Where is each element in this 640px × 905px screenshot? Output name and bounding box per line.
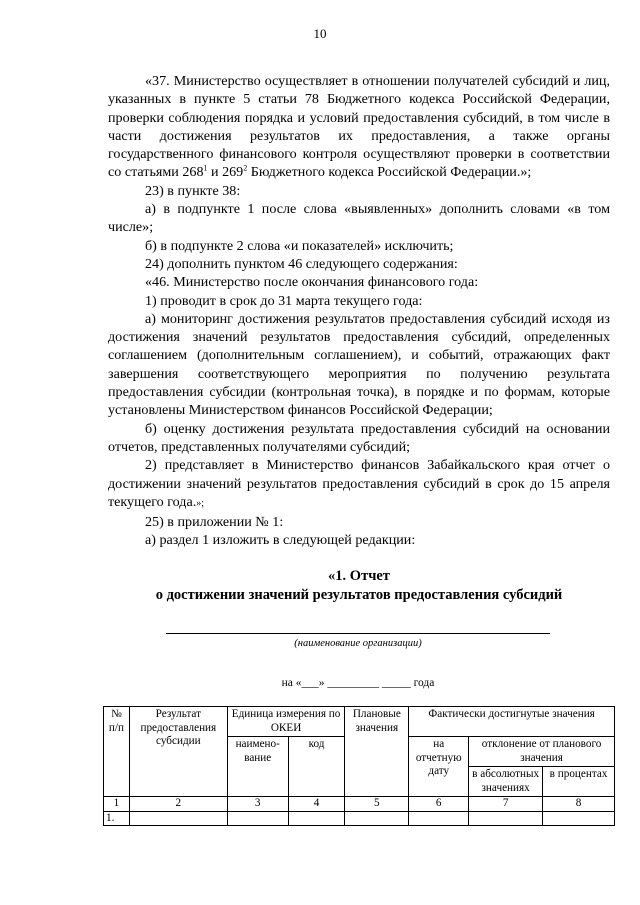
paragraph-23b: б) в подпункте 2 слова «и показателей» исключить; [145,237,454,254]
paragraph-23: 23) в пункте 38: [145,182,241,199]
col-number: 2 [129,797,227,812]
header-num: № п/п [104,707,130,797]
header-actual: Фактически достигнутые значения [409,707,615,737]
paragraph-23a: а) в подпункте 1 после слова «выявленных» дополнить словами «в том числе»; [108,201,610,236]
col-number: 8 [543,797,615,812]
report-date-line: на «___» _________ _____ года [281,677,435,689]
table-cell [227,811,288,826]
header-deviation: отклонение от планового значения [469,737,615,767]
header-result: Результат предоставления субсидии [129,707,227,797]
paragraph-46: «46. Министерство после окончания финансового года: [145,274,479,291]
page-number: 10 [313,26,327,41]
col-number: 4 [288,797,345,812]
paragraph-37: «37. Министерство осуществляет в отношении получателей субсидий и лиц, указанных в пункте 5 статьи 78 Бюджетного кодекса Российской Федерации, проверки соблюдения порядка и условий предоставления субсидий, в том числе в части достижения результатов их предоставления, а также органы государственного финансового контроля осуществляют проверки в соответствии со статьями $268^1$ и $269^2$ Бюджетного кодекса Российской Федерации.»; [108,73,610,181]
header-unit-name: наимено-вание [227,737,288,797]
header-unit: Единица измерения по ОКЕИ [227,707,345,737]
paragraph-46-2: 2) представляет в Министерство финансов Забайкальского края отчет о достижении значений результатов предоставления субсидий в срок до 15 апреля текущего года.»; [108,457,610,510]
table-cell [288,811,345,826]
col-number: 7 [469,797,543,812]
table-cell [129,811,227,826]
col-number: 1 [104,797,130,812]
header-plan: Плановые значения [345,707,409,797]
paragraph-46-1b: б) оценку достижения результата предоставления субсидий на основании отчетов, представленных получателями субсидий; [108,420,610,455]
report-table [103,706,615,826]
paragraph-46-1a: а) мониторинг достижения результатов предоставления субсидий исходя из достижения значений результатов предоставления субсидий, определенных соглашением (дополнительным соглашением), и событий, отражающих факт завершения соответствующего мероприятия по получению результата предоставления субсидии (контрольная точка), в порядке и по формам, которые установлены Министерством финансов Российской Федерации; [108,310,610,419]
header-on-date: на отчетную дату [409,737,469,797]
header-unit-code: код [288,737,345,797]
table-cell [469,811,543,826]
org-name-caption: (наименование организации) [294,638,422,649]
paragraph-46-1: 1) проводит в срок до 31 марта текущего года: [145,292,423,309]
col-number: 6 [409,797,469,812]
row-number: 1. [104,811,130,826]
table-cell [409,811,469,826]
paragraph-24: 24) дополнить пунктом 46 следующего содержания: [145,255,458,272]
col-number: 5 [345,797,409,812]
header-deviation-pct: в процентах [543,767,615,797]
col-number: 3 [227,797,288,812]
org-name-underline [166,633,550,634]
paragraph-25a: а) раздел 1 изложить в следующей редакции: [145,532,416,549]
report-heading-line2: о достижении значений результатов предоставления субсидий [155,587,563,603]
header-deviation-abs: в абсолютных значениях [469,767,543,797]
report-heading-line1: «1. Отчет [328,568,390,584]
paragraph-25: 25) в приложении № 1: [145,514,284,531]
table-cell [543,811,615,826]
document-body [108,72,610,550]
table-cell [345,811,409,826]
